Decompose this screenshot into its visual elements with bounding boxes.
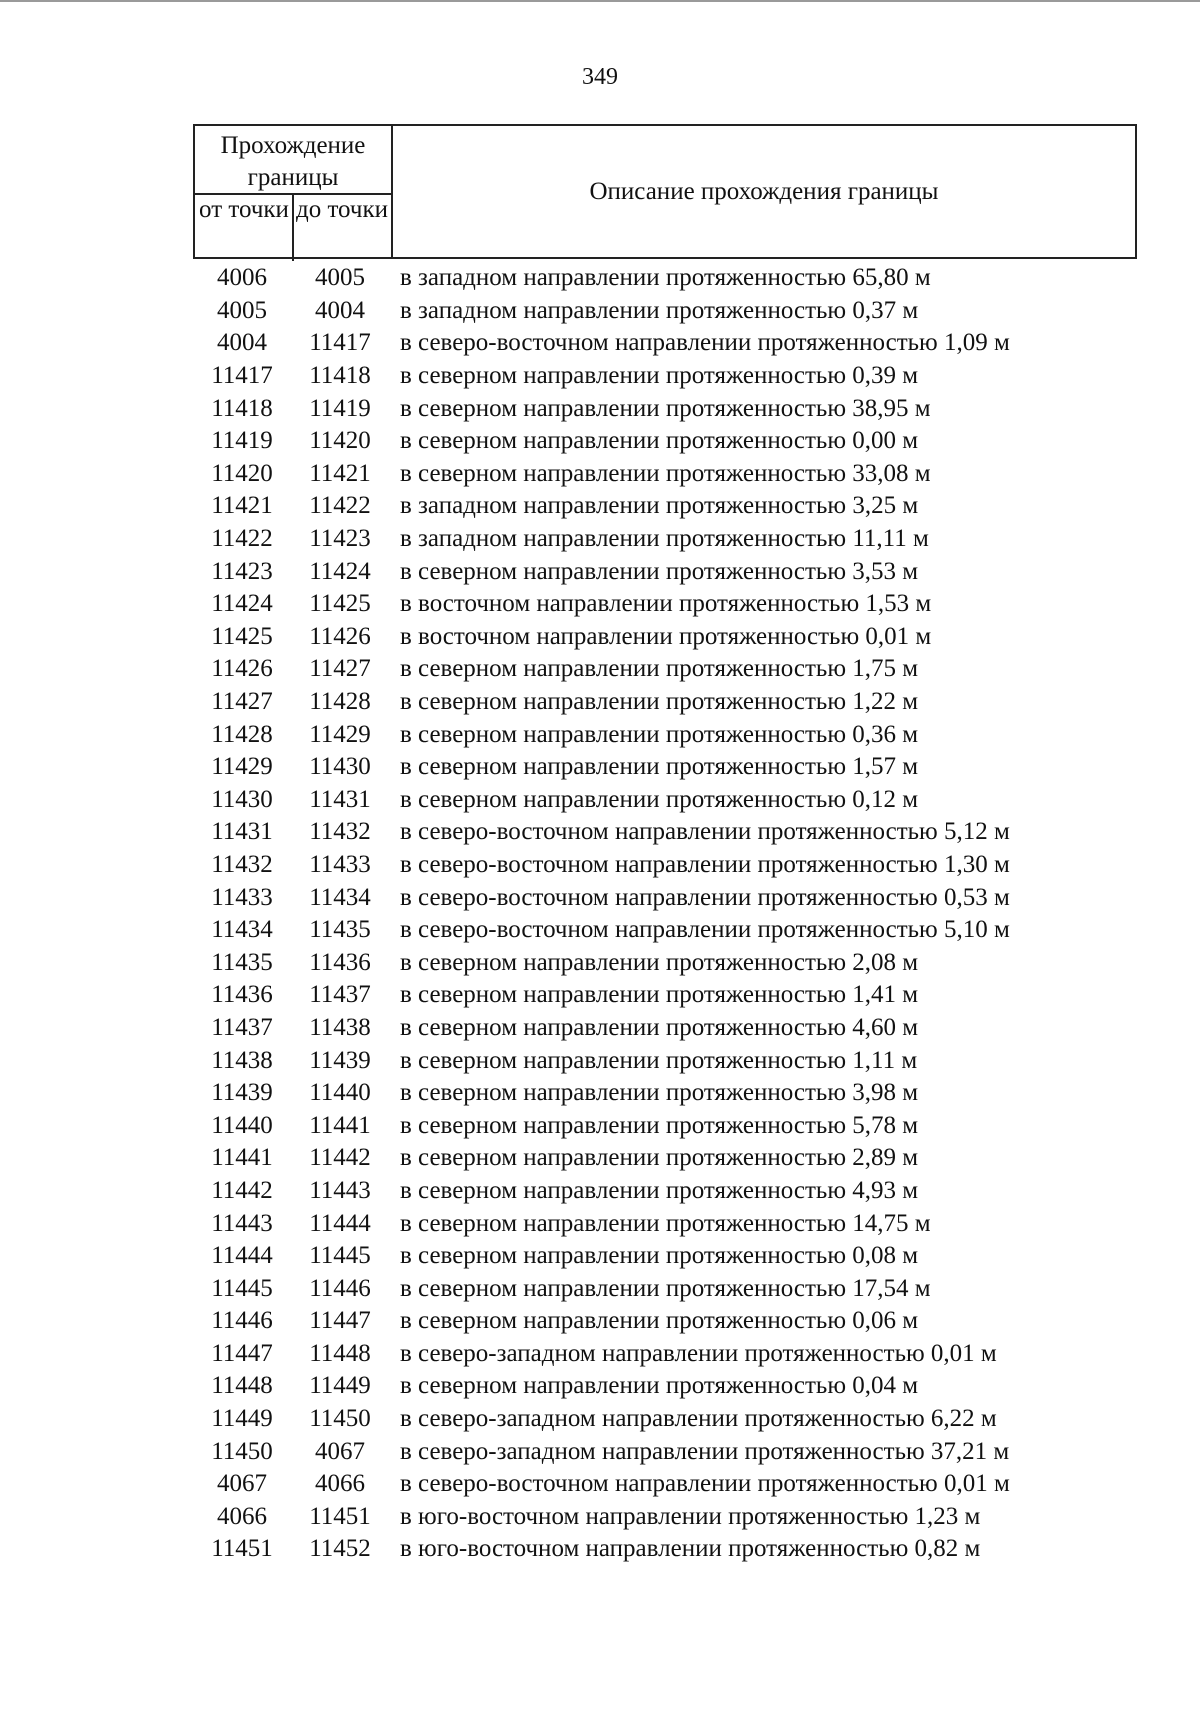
from-point-cell: 11446 — [211, 1307, 273, 1335]
table-row — [193, 1501, 1193, 1534]
table-row — [193, 392, 1193, 425]
from-point-cell: 4066 — [217, 1502, 267, 1530]
description-cell: в северном направлении протяженностью 3,53 м — [400, 557, 919, 585]
from-point-cell: 11435 — [211, 948, 273, 976]
from-point-cell: 11451 — [211, 1535, 273, 1563]
to-point-cell: 11423 — [309, 525, 371, 553]
from-point-cell: 11445 — [211, 1274, 273, 1302]
table-row — [193, 360, 1193, 393]
from-point-cell: 11428 — [211, 720, 273, 748]
from-point-cell: 11421 — [211, 492, 273, 520]
from-point-cell: 11447 — [211, 1339, 273, 1367]
description-cell: в юго-восточном направлении протяженностью 1,23 м — [400, 1502, 981, 1530]
description-cell: в северо-восточном направлении протяженностью 0,01 м — [400, 1470, 1010, 1498]
table-row — [193, 1468, 1193, 1501]
to-point-cell: 11420 — [309, 427, 371, 455]
to-point-cell: 11441 — [309, 1111, 371, 1139]
from-point-cell: 11433 — [211, 883, 273, 911]
from-point-cell: 11441 — [211, 1144, 273, 1172]
description-cell: в северном направлении протяженностью 2,08 м — [400, 948, 919, 976]
description-cell: в северо-западном направлении протяженностью 37,21 м — [400, 1437, 1010, 1465]
description-cell: в западном направлении протяженностью 0,37 м — [400, 296, 919, 324]
table-header — [193, 124, 1137, 259]
to-point-cell: 11447 — [309, 1307, 371, 1335]
description-cell: в северном направлении протяженностью 1,11 м — [400, 1046, 918, 1074]
table-row — [193, 327, 1193, 360]
to-point-cell: 11451 — [309, 1502, 371, 1530]
from-point-cell: 11418 — [211, 394, 273, 422]
description-cell: в северном направлении протяженностью 5,78 м — [400, 1111, 919, 1139]
description-cell: в северо-восточном направлении протяженностью 5,12 м — [400, 818, 1010, 846]
from-point-cell: 11437 — [211, 1013, 273, 1041]
to-point-cell: 11434 — [309, 883, 371, 911]
description-cell: в северо-восточном направлении протяженностью 1,09 м — [400, 329, 1010, 357]
header-description: Описание прохождения границы — [589, 177, 939, 205]
from-point-cell: 11431 — [211, 818, 273, 846]
to-point-cell: 11428 — [309, 688, 371, 716]
description-cell: в юго-восточном направлении протяженностью 0,82 м — [400, 1535, 981, 1563]
description-cell: в северном направлении протяженностью 1,57 м — [400, 753, 919, 781]
to-point-cell: 4067 — [315, 1437, 365, 1465]
from-point-cell: 11448 — [211, 1372, 273, 1400]
table-row — [193, 686, 1193, 719]
from-point-cell: 11449 — [211, 1405, 273, 1433]
to-point-cell: 11433 — [309, 850, 371, 878]
from-point-cell: 11434 — [211, 916, 273, 944]
table-row — [193, 979, 1193, 1012]
table-row — [193, 1012, 1193, 1045]
from-point-cell: 11417 — [211, 362, 273, 390]
description-cell: в западном направлении протяженностью 11,11 м — [400, 525, 929, 553]
page-number: 349 — [582, 64, 618, 90]
to-point-cell: 11429 — [309, 720, 371, 748]
from-point-cell: 11427 — [211, 688, 273, 716]
table-row — [193, 425, 1193, 458]
from-point-cell: 11423 — [211, 557, 273, 585]
description-cell: в северном направлении протяженностью 3,98 м — [400, 1079, 919, 1107]
description-cell: в западном направлении протяженностью 3,25 м — [400, 492, 919, 520]
table-row — [193, 1175, 1193, 1208]
to-point-cell: 11425 — [309, 590, 371, 618]
description-cell: в северном направлении протяженностью 4,60 м — [400, 1013, 919, 1041]
to-point-cell: 11427 — [309, 655, 371, 683]
description-cell: в северном направлении протяженностью 0,08 м — [400, 1242, 919, 1270]
table-row — [193, 849, 1193, 882]
table-row — [193, 1240, 1193, 1273]
boundary-table-body — [193, 262, 1193, 1566]
from-point-cell: 11444 — [211, 1242, 273, 1270]
to-point-cell: 11439 — [309, 1046, 371, 1074]
to-point-cell: 11438 — [309, 1013, 371, 1041]
table-row — [193, 1044, 1193, 1077]
to-point-cell: 11443 — [309, 1176, 371, 1204]
table-row — [193, 490, 1193, 523]
from-point-cell: 4004 — [217, 329, 267, 357]
description-cell: в восточном направлении протяженностью 0,01 м — [400, 622, 932, 650]
to-point-cell: 11421 — [309, 459, 371, 487]
table-row — [193, 784, 1193, 817]
table-row — [193, 1403, 1193, 1436]
from-point-cell: 11420 — [211, 459, 273, 487]
description-cell: в северном направлении протяженностью 0,39 м — [400, 362, 919, 390]
header-to-point: до точки — [295, 196, 389, 223]
description-cell: в северном направлении протяженностью 4,93 м — [400, 1176, 919, 1204]
from-point-cell: 11424 — [211, 590, 273, 618]
table-row — [193, 295, 1193, 328]
to-point-cell: 11448 — [309, 1339, 371, 1367]
from-point-cell: 11426 — [211, 655, 273, 683]
description-cell: в северо-восточном направлении протяженностью 1,30 м — [400, 850, 1010, 878]
to-point-cell: 11445 — [309, 1242, 371, 1270]
description-cell: в северном направлении протяженностью 33,08 м — [400, 459, 931, 487]
from-point-cell: 11432 — [211, 850, 273, 878]
description-cell: в северо-западном направлении протяженностью 6,22 м — [400, 1405, 997, 1433]
table-row — [193, 816, 1193, 849]
to-point-cell: 11440 — [309, 1079, 371, 1107]
description-cell: в северном направлении протяженностью 1,41 м — [400, 981, 919, 1009]
from-point-cell: 11438 — [211, 1046, 273, 1074]
to-point-cell: 11450 — [309, 1405, 371, 1433]
from-point-cell: 11429 — [211, 753, 273, 781]
table-row — [193, 1207, 1193, 1240]
description-cell: в западном направлении протяженностью 65,80 м — [400, 264, 931, 292]
table-row — [193, 621, 1193, 654]
description-cell: в северном направлении протяженностью 1,75 м — [400, 655, 919, 683]
table-row — [193, 1305, 1193, 1338]
to-point-cell: 4004 — [315, 296, 365, 324]
from-point-cell: 4067 — [217, 1470, 267, 1498]
table-row — [193, 1370, 1193, 1403]
from-point-cell: 11440 — [211, 1111, 273, 1139]
table-row — [193, 262, 1193, 295]
description-cell: в северном направлении протяженностью 14,75 м — [400, 1209, 931, 1237]
description-cell: в северном направлении протяженностью 1,22 м — [400, 688, 919, 716]
to-point-cell: 11417 — [309, 329, 371, 357]
to-point-cell: 11442 — [309, 1144, 371, 1172]
page-top-edge — [0, 0, 1200, 2]
table-row — [193, 881, 1193, 914]
to-point-cell: 11430 — [309, 753, 371, 781]
to-point-cell: 11418 — [309, 362, 371, 390]
to-point-cell: 11452 — [309, 1535, 371, 1563]
table-row — [193, 1272, 1193, 1305]
description-cell: в северном направлении протяженностью 0,06 м — [400, 1307, 919, 1335]
table-row — [193, 751, 1193, 784]
description-cell: в северо-восточном направлении протяженностью 5,10 м — [400, 916, 1010, 944]
table-row — [193, 1142, 1193, 1175]
from-point-cell: 11430 — [211, 785, 273, 813]
to-point-cell: 11426 — [309, 622, 371, 650]
table-row — [193, 555, 1193, 588]
from-point-cell: 11450 — [211, 1437, 273, 1465]
to-point-cell: 4005 — [315, 264, 365, 292]
to-point-cell: 11432 — [309, 818, 371, 846]
description-cell: в восточном направлении протяженностью 1,53 м — [400, 590, 932, 618]
to-point-cell: 11444 — [309, 1209, 371, 1237]
table-row — [193, 1533, 1193, 1566]
description-cell: в северо-западном направлении протяженностью 0,01 м — [400, 1339, 997, 1367]
table-row — [193, 653, 1193, 686]
description-cell: в северном направлении протяженностью 0,00 м — [400, 427, 919, 455]
to-point-cell: 4066 — [315, 1470, 365, 1498]
description-cell: в северном направлении протяженностью 38,95 м — [400, 394, 931, 422]
to-point-cell: 11446 — [309, 1274, 371, 1302]
description-cell: в северном направлении протяженностью 0,12 м — [400, 785, 919, 813]
to-point-cell: 11435 — [309, 916, 371, 944]
table-row — [193, 1338, 1193, 1371]
from-point-cell: 11436 — [211, 981, 273, 1009]
header-boundary-passage: Прохождение границы — [220, 132, 366, 191]
table-row — [193, 458, 1193, 491]
table-row — [193, 946, 1193, 979]
table-row — [193, 1435, 1193, 1468]
to-point-cell: 11436 — [309, 948, 371, 976]
table-row — [193, 1077, 1193, 1110]
to-point-cell: 11424 — [309, 557, 371, 585]
to-point-cell: 11431 — [309, 785, 371, 813]
from-point-cell: 11419 — [211, 427, 273, 455]
to-point-cell: 11419 — [309, 394, 371, 422]
from-point-cell: 11422 — [211, 525, 273, 553]
table-row — [193, 914, 1193, 947]
to-point-cell: 11449 — [309, 1372, 371, 1400]
from-point-cell: 4006 — [217, 264, 267, 292]
description-cell: в северном направлении протяженностью 2,89 м — [400, 1144, 919, 1172]
from-point-cell: 11439 — [211, 1079, 273, 1107]
description-cell: в северном направлении протяженностью 0,04 м — [400, 1372, 919, 1400]
from-point-cell: 4005 — [217, 296, 267, 324]
description-cell: в северном направлении протяженностью 17,54 м — [400, 1274, 931, 1302]
description-cell: в северном направлении протяженностью 0,36 м — [400, 720, 919, 748]
table-row — [193, 588, 1193, 621]
from-point-cell: 11442 — [211, 1176, 273, 1204]
table-row — [193, 718, 1193, 751]
to-point-cell: 11437 — [309, 981, 371, 1009]
from-point-cell: 11425 — [211, 622, 273, 650]
from-point-cell: 11443 — [211, 1209, 273, 1237]
table-row — [193, 1109, 1193, 1142]
table-row — [193, 523, 1193, 556]
header-from-point: от точки — [199, 196, 289, 223]
to-point-cell: 11422 — [309, 492, 371, 520]
description-cell: в северо-восточном направлении протяженностью 0,53 м — [400, 883, 1010, 911]
